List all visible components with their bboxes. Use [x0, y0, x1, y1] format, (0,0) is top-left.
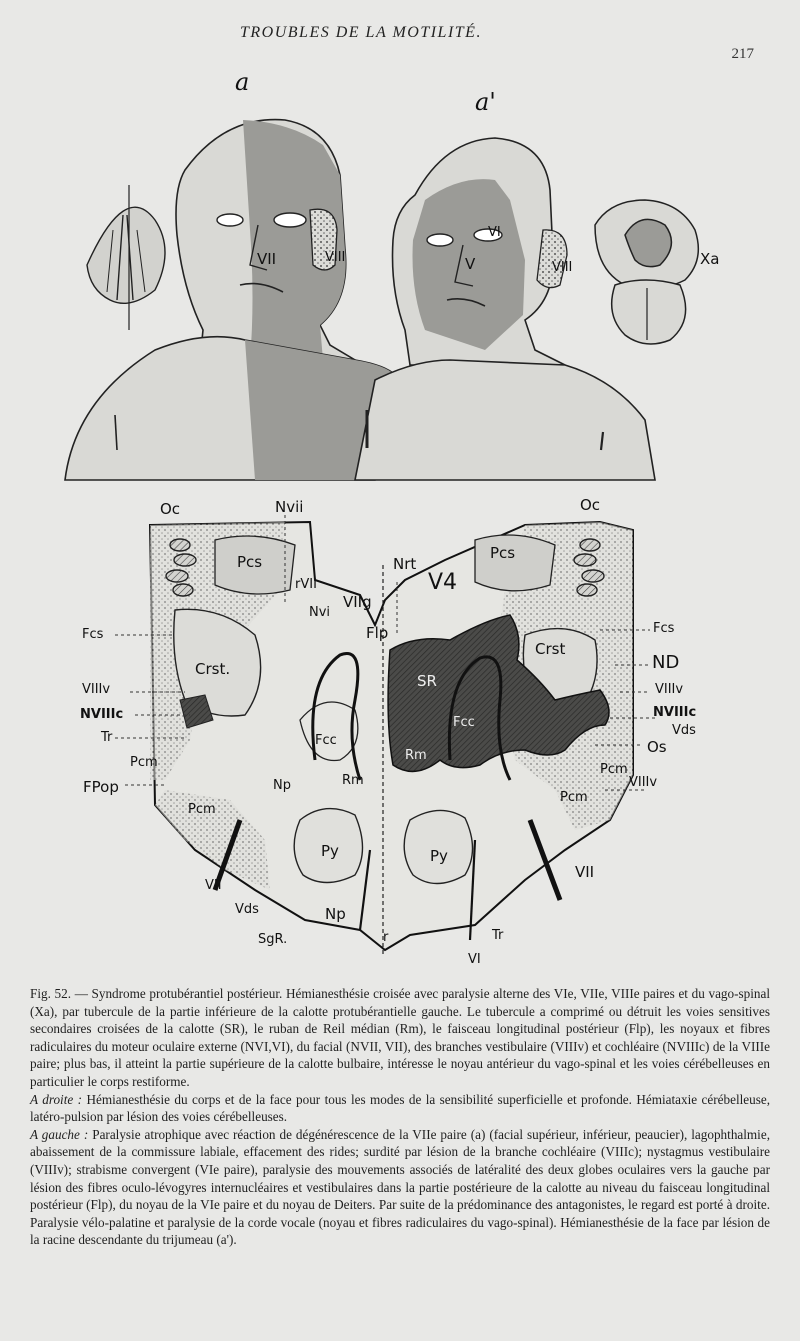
label-nviiic-left: NVIIIc [80, 707, 124, 722]
larynx-sketch [87, 185, 165, 330]
caption-left-text: Paralysie atrophique avec réaction de dégénérescence de la VIIe paire (a) (facial supérieur, inférieur, peaucier), lagophthalmie, abaissement de la commissure labiale, effacement des rides; surdité par lésion de la branche cochléaire (VIIIc); nystagmus vestibulaire (VIIIv); strabisme convergent (VIe paire), paralysie des mouvements associés de latéralité des deux globes oculaires vers la gauche par lésion des fibres oculo-lévogyres internucléaires et vestibulaires dans la partie postérieure de la calotte au niveau du faisceau longitudinal postérieur (Flp), du noyau de la VIe paire et du noyau de Deiters. Par suite de la prédominance des antagonistes, le regard est porté à droite. Paralysie vélo-palatine et paralysie de la corde vocale (noyau et fibres radiculaires du vago-spinal). Hémianesthésie de la face par lésion de la racine descendante du trijumeau (a'). [30, 1126, 771, 1248]
label-pcm-r1: Pcm [600, 762, 628, 777]
label-pcs-left: Pcs [237, 553, 263, 571]
tongue-sketch [595, 200, 698, 344]
label-py-right: Py [430, 847, 448, 865]
label-rm-right: Rm [405, 748, 427, 763]
label-rm-left: Rm [342, 773, 364, 788]
label-v-right: V [465, 255, 476, 273]
label-fcc-left: Fcc [315, 733, 337, 748]
label-pcm-r2: Pcm [560, 790, 588, 805]
label-vds-low: Vds [235, 902, 259, 917]
right-head [355, 138, 655, 480]
label-fpop: FPop [83, 778, 119, 796]
label-tr-low: Tr [492, 928, 504, 943]
label-fcs-left: Fcs [82, 627, 104, 642]
label-os: Os [647, 738, 667, 756]
label-crst-left: Crst. [195, 660, 231, 678]
label-viig: VIIg [343, 593, 372, 611]
figure-caption [30, 985, 770, 1249]
label-xa: Xa [700, 250, 720, 268]
label-np-low: Np [325, 905, 346, 923]
caption-main: Fig. 52. — Syndrome protubérantiel postérieur. Hémianesthésie croisée avec paralysie alterne des VIe, VIIe, VIIIe paires et du vago-spinal (Xa), par tubercule de la partie inférieure de la calotte protubérantielle gauche. Le tubercule a comprimé ou détruit les voies sensitives secondaires croisées de la calotte (SR), le ruban de Reil médian (Rm), le faisceau longitudinal postérieur (Flp), les noyaux et fibres radiculaires du moteur oculaire externe (NVI,VI), du facial (NVII, VII), des branches vestibulaire (VIIIv) et cochléaire (NVIIIc) de la VIIIe paire; plus bas, il atteint la partie supérieure de la calotte bulbaire, intéresse le noyau antérieur du vago-spinal et les voies cérébelleuses en particulier le corps restiforme. [30, 986, 770, 1089]
label-a-prime: a' [475, 88, 496, 116]
label-nvi: Nvi [309, 605, 331, 620]
label-vii-low-left: VII [205, 878, 222, 893]
caption-left-label: A gauche : [30, 1126, 89, 1142]
caption-right-side [30, 1091, 770, 1126]
page-number: 217 [731, 46, 754, 62]
label-nrt: Nrt [393, 555, 417, 573]
label-nd: ND [652, 652, 680, 673]
label-viii-left: VIII [325, 250, 346, 265]
label-sgr: SgR. [258, 932, 288, 947]
label-pcm-l1: Pcm [130, 755, 158, 770]
label-crst-right: Crst [535, 640, 566, 658]
caption-left-side [30, 1126, 770, 1249]
label-r: r [383, 930, 389, 945]
figure-52 [55, 60, 775, 990]
label-a: a [235, 68, 250, 96]
label-oc-right: Oc [580, 496, 601, 514]
label-fcc-right: Fcc [453, 715, 475, 730]
label-py-left: Py [321, 842, 339, 860]
caption-right-label: A droite : [30, 1091, 83, 1107]
label-oc-left: Oc [160, 500, 181, 518]
label-fcs-right: Fcs [653, 621, 675, 636]
label-rvii: rVII [295, 577, 317, 592]
label-vi-right: VI [488, 225, 501, 240]
label-sr: SR [417, 672, 437, 690]
label-viii-right: VIII [552, 260, 573, 275]
label-nviiic-right: NVIIIc [653, 705, 697, 720]
label-v4: V4 [428, 570, 458, 595]
label-pcs-right: Pcs [490, 544, 516, 562]
label-pcm-l2: Pcm [188, 802, 216, 817]
running-title: TROUBLES DE LA MOTILITÉ. [240, 24, 482, 41]
label-viiiv-lower-right: VIIIv [629, 775, 658, 790]
label-tr-left: Tr [101, 730, 113, 745]
label-vi-low: VI [468, 952, 481, 967]
top-panel [65, 120, 698, 480]
label-vii-low-right: VII [575, 863, 595, 881]
figure-illustration [55, 60, 775, 990]
label-flp: Flp [366, 624, 389, 642]
label-np-mid: Np [273, 778, 291, 793]
label-nvii: Nvii [275, 498, 304, 516]
caption-right-text: Hémianesthésie du corps et de la face pour tous les modes de la sensibilité superficielle et profonde. Hémiataxie cérébelleuse, latéro-pulsion par lésion des voies cérébelleuses. [30, 1091, 770, 1125]
label-viiiv-left: VIIIv [82, 682, 111, 697]
label-vds-right: Vds [672, 723, 696, 738]
label-viiiv-right: VIIIv [655, 682, 684, 697]
label-vii-left: VII [257, 250, 277, 268]
